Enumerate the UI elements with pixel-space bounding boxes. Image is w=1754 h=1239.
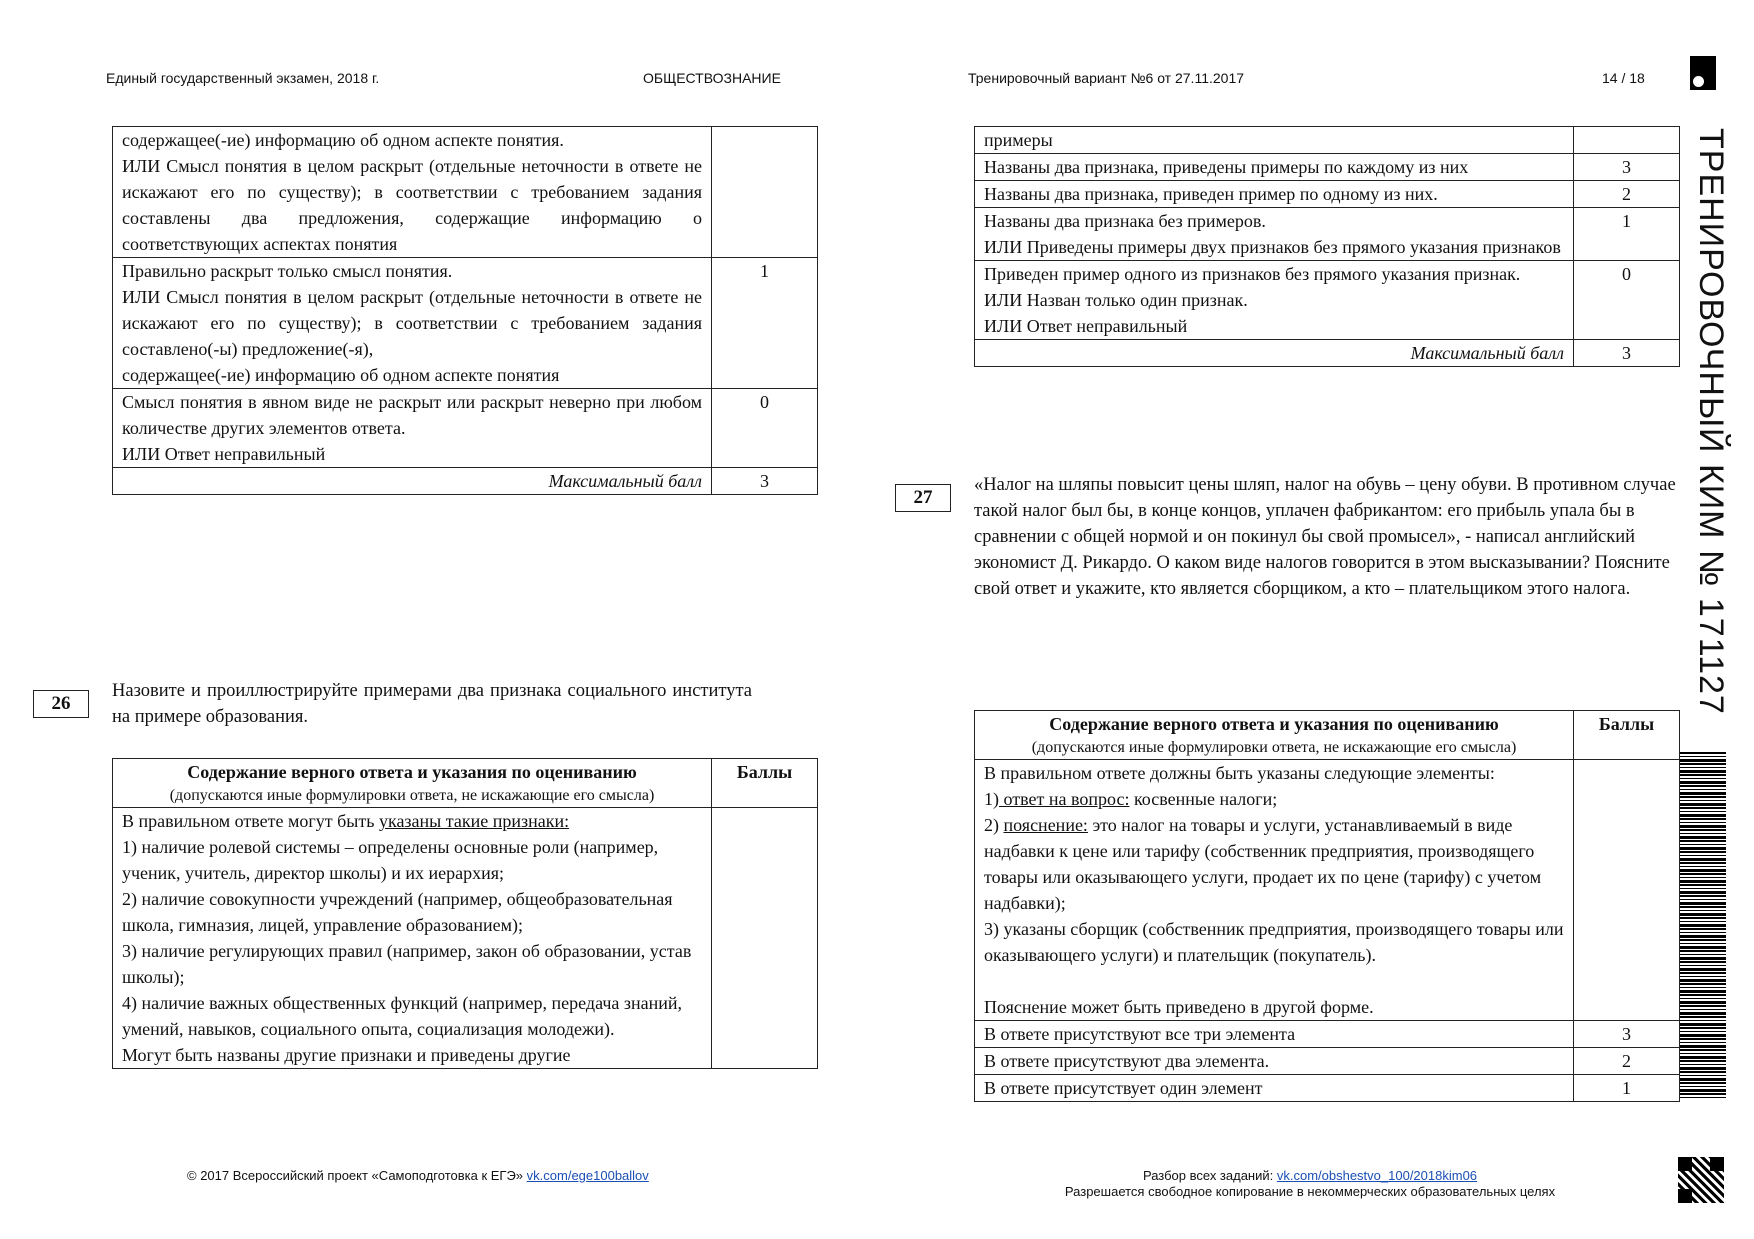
- score-header: Баллы: [712, 759, 818, 808]
- table-row: Названы два признака без примеров. ИЛИ Приведены примеры двух признаков без прямого указания признаков 1: [975, 208, 1680, 261]
- qr-code-icon: [1678, 1157, 1724, 1203]
- score-cell: 1: [712, 258, 818, 389]
- table-row: В правильном ответе должны быть указаны следующие элементы: 1) ответ на вопрос: косвенные налоги; 2) пояснение: это налог на товары и услуги, устанавливаемый в виде надбавки к цене или тарифу (собственник предприятия, производящего товары или оказывающего услуги, продает их по цене (тарифу) с учетом надбавки); 3) указаны сборщик (собственник предприятия, производящего товары или оказывающего услуги) и плательщик (покупатель). Пояснение может быть приведено в другой форме.: [975, 760, 1680, 1021]
- question-number-26: 26: [33, 690, 89, 718]
- task26-criteria-table: [974, 126, 1680, 367]
- score-cell: 2: [1574, 1048, 1680, 1075]
- table-row: Приведен пример одного из признаков без прямого указания признак. ИЛИ Назван только один признак. ИЛИ Ответ неправильный 0: [975, 261, 1680, 340]
- task26-answer-table: [112, 758, 818, 1069]
- table-row: [113, 468, 818, 495]
- footer-left: © 2017 Всероссийский проект «Самоподготовка к ЕГЭ» vk.com/ege100ballov: [187, 1168, 649, 1183]
- max-score-value: 3: [712, 468, 818, 495]
- task25-criteria-table: [112, 126, 818, 495]
- table-row: В ответе присутствуют все три элемента 3: [975, 1021, 1680, 1048]
- table-row: В правильном ответе могут быть указаны такие признаки: 1) наличие ролевой системы – определены основные роли (например, ученик, учитель, директор школы) и их иерархия; 2) наличие совокупности учреждений (например, общеобразовательная школа, гимназия, лицей, управление образованием); 3) наличие регулирующих правил (например, закон об образовании, устав школы); 4) наличие важных общественных функций (например, передача знаний, умений, навыков, социального опыта, социализация молодежи). Могут быть названы другие признаки и приведены другие: [113, 808, 818, 1069]
- footer-right: Разбор всех заданий: vk.com/obshestvo_100/2018kim06 Разрешается свободное копирование в некоммерческих образовательных целях: [1064, 1168, 1556, 1199]
- max-score-label: Максимальный балл: [975, 340, 1574, 367]
- question-27-text: «Налог на шляпы повысит цены шляп, налог на обувь – цену обуви. В противном случае такой налог был бы, в конце концов, уплачен фабрикантом: его прибыль упала бы в сравнении с общей нормой и он покинул бы свой промысел», - написал английский экономист Д. Рикардо. О каком виде налогов говорится в этом высказывании? Поясните свой ответ и укажите, кто является сборщиком, а кто – плательщиком этого налога.: [974, 475, 1676, 599]
- question-number-27: 27: [895, 484, 951, 512]
- table-row: Названы два признака, приведены примеры по каждому из них 3: [975, 154, 1680, 181]
- exam-title: Единый государственный экзамен, 2018 г.: [106, 70, 380, 86]
- score-cell: 3: [1574, 154, 1680, 181]
- subject-title: ОБЩЕСТВОЗНАНИЕ: [643, 70, 781, 86]
- page-number: 14 / 18: [1602, 70, 1645, 86]
- footer-left-link[interactable]: vk.com/ege100ballov: [526, 1168, 649, 1183]
- footer-right-link[interactable]: vk.com/obshestvo_100/2018kim06: [1276, 1168, 1478, 1183]
- table-row: примеры: [975, 127, 1680, 154]
- score-cell: 1: [1574, 208, 1680, 261]
- table-row: Смысл понятия в явном виде не раскрыт или раскрыт неверно при любом количестве других элементов ответа. ИЛИ Ответ неправильный 0: [113, 389, 818, 468]
- table-row: Названы два признака, приведен пример по одному из них. 2: [975, 181, 1680, 208]
- table-header-row: Содержание верного ответа и указания по оцениванию (допускаются иные формулировки ответа, не искажающие его смысла) Баллы: [975, 711, 1680, 760]
- table-row: В ответе присутствует один элемент 1: [975, 1075, 1680, 1102]
- table-row: содержащее(-ие) информацию об одном аспекте понятия. ИЛИ Смысл понятия в целом раскрыт (отдельные неточности в ответе не искажают его по существу); в соответствии с требованием задания составлены два предложения, содержащие информацию о соответствующих аспектах понятия: [113, 127, 818, 258]
- score-cell: 0: [712, 389, 818, 468]
- table-row: [975, 340, 1680, 367]
- table-header-row: Содержание верного ответа и указания по оцениванию (допускаются иные формулировки ответа, не искажающие его смысла) Баллы: [113, 759, 818, 808]
- question-26-text: Назовите и проиллюстрируйте примерами два признака социального института на примере образования.: [112, 681, 752, 727]
- variant-title: Тренировочный вариант №6 от 27.11.2017: [968, 70, 1245, 86]
- task27-answer-table: [974, 710, 1680, 1102]
- score-cell: 1: [1574, 1075, 1680, 1102]
- table-row: Правильно раскрыт только смысл понятия. ИЛИ Смысл понятия в целом раскрыт (отдельные неточности в ответе не искажают его по существу); в соответствии с требованием задания составлено(-ы) предложение(-я), содержащее(-ие) информацию об одном аспекте понятия 1: [113, 258, 818, 389]
- barcode-icon: [1680, 752, 1726, 1098]
- side-kim-title: ТРЕНИРОВОЧНЫЙ КИМ № 171127: [1692, 128, 1730, 715]
- max-score-label: Максимальный балл: [113, 468, 712, 495]
- table-row: В ответе присутствуют два элемента. 2: [975, 1048, 1680, 1075]
- score-cell: 0: [1574, 261, 1680, 340]
- corner-marker-icon: [1690, 56, 1716, 90]
- score-header: Баллы: [1574, 711, 1680, 760]
- score-cell: 3: [1574, 1021, 1680, 1048]
- score-cell: 2: [1574, 181, 1680, 208]
- max-score-value: 3: [1574, 340, 1680, 367]
